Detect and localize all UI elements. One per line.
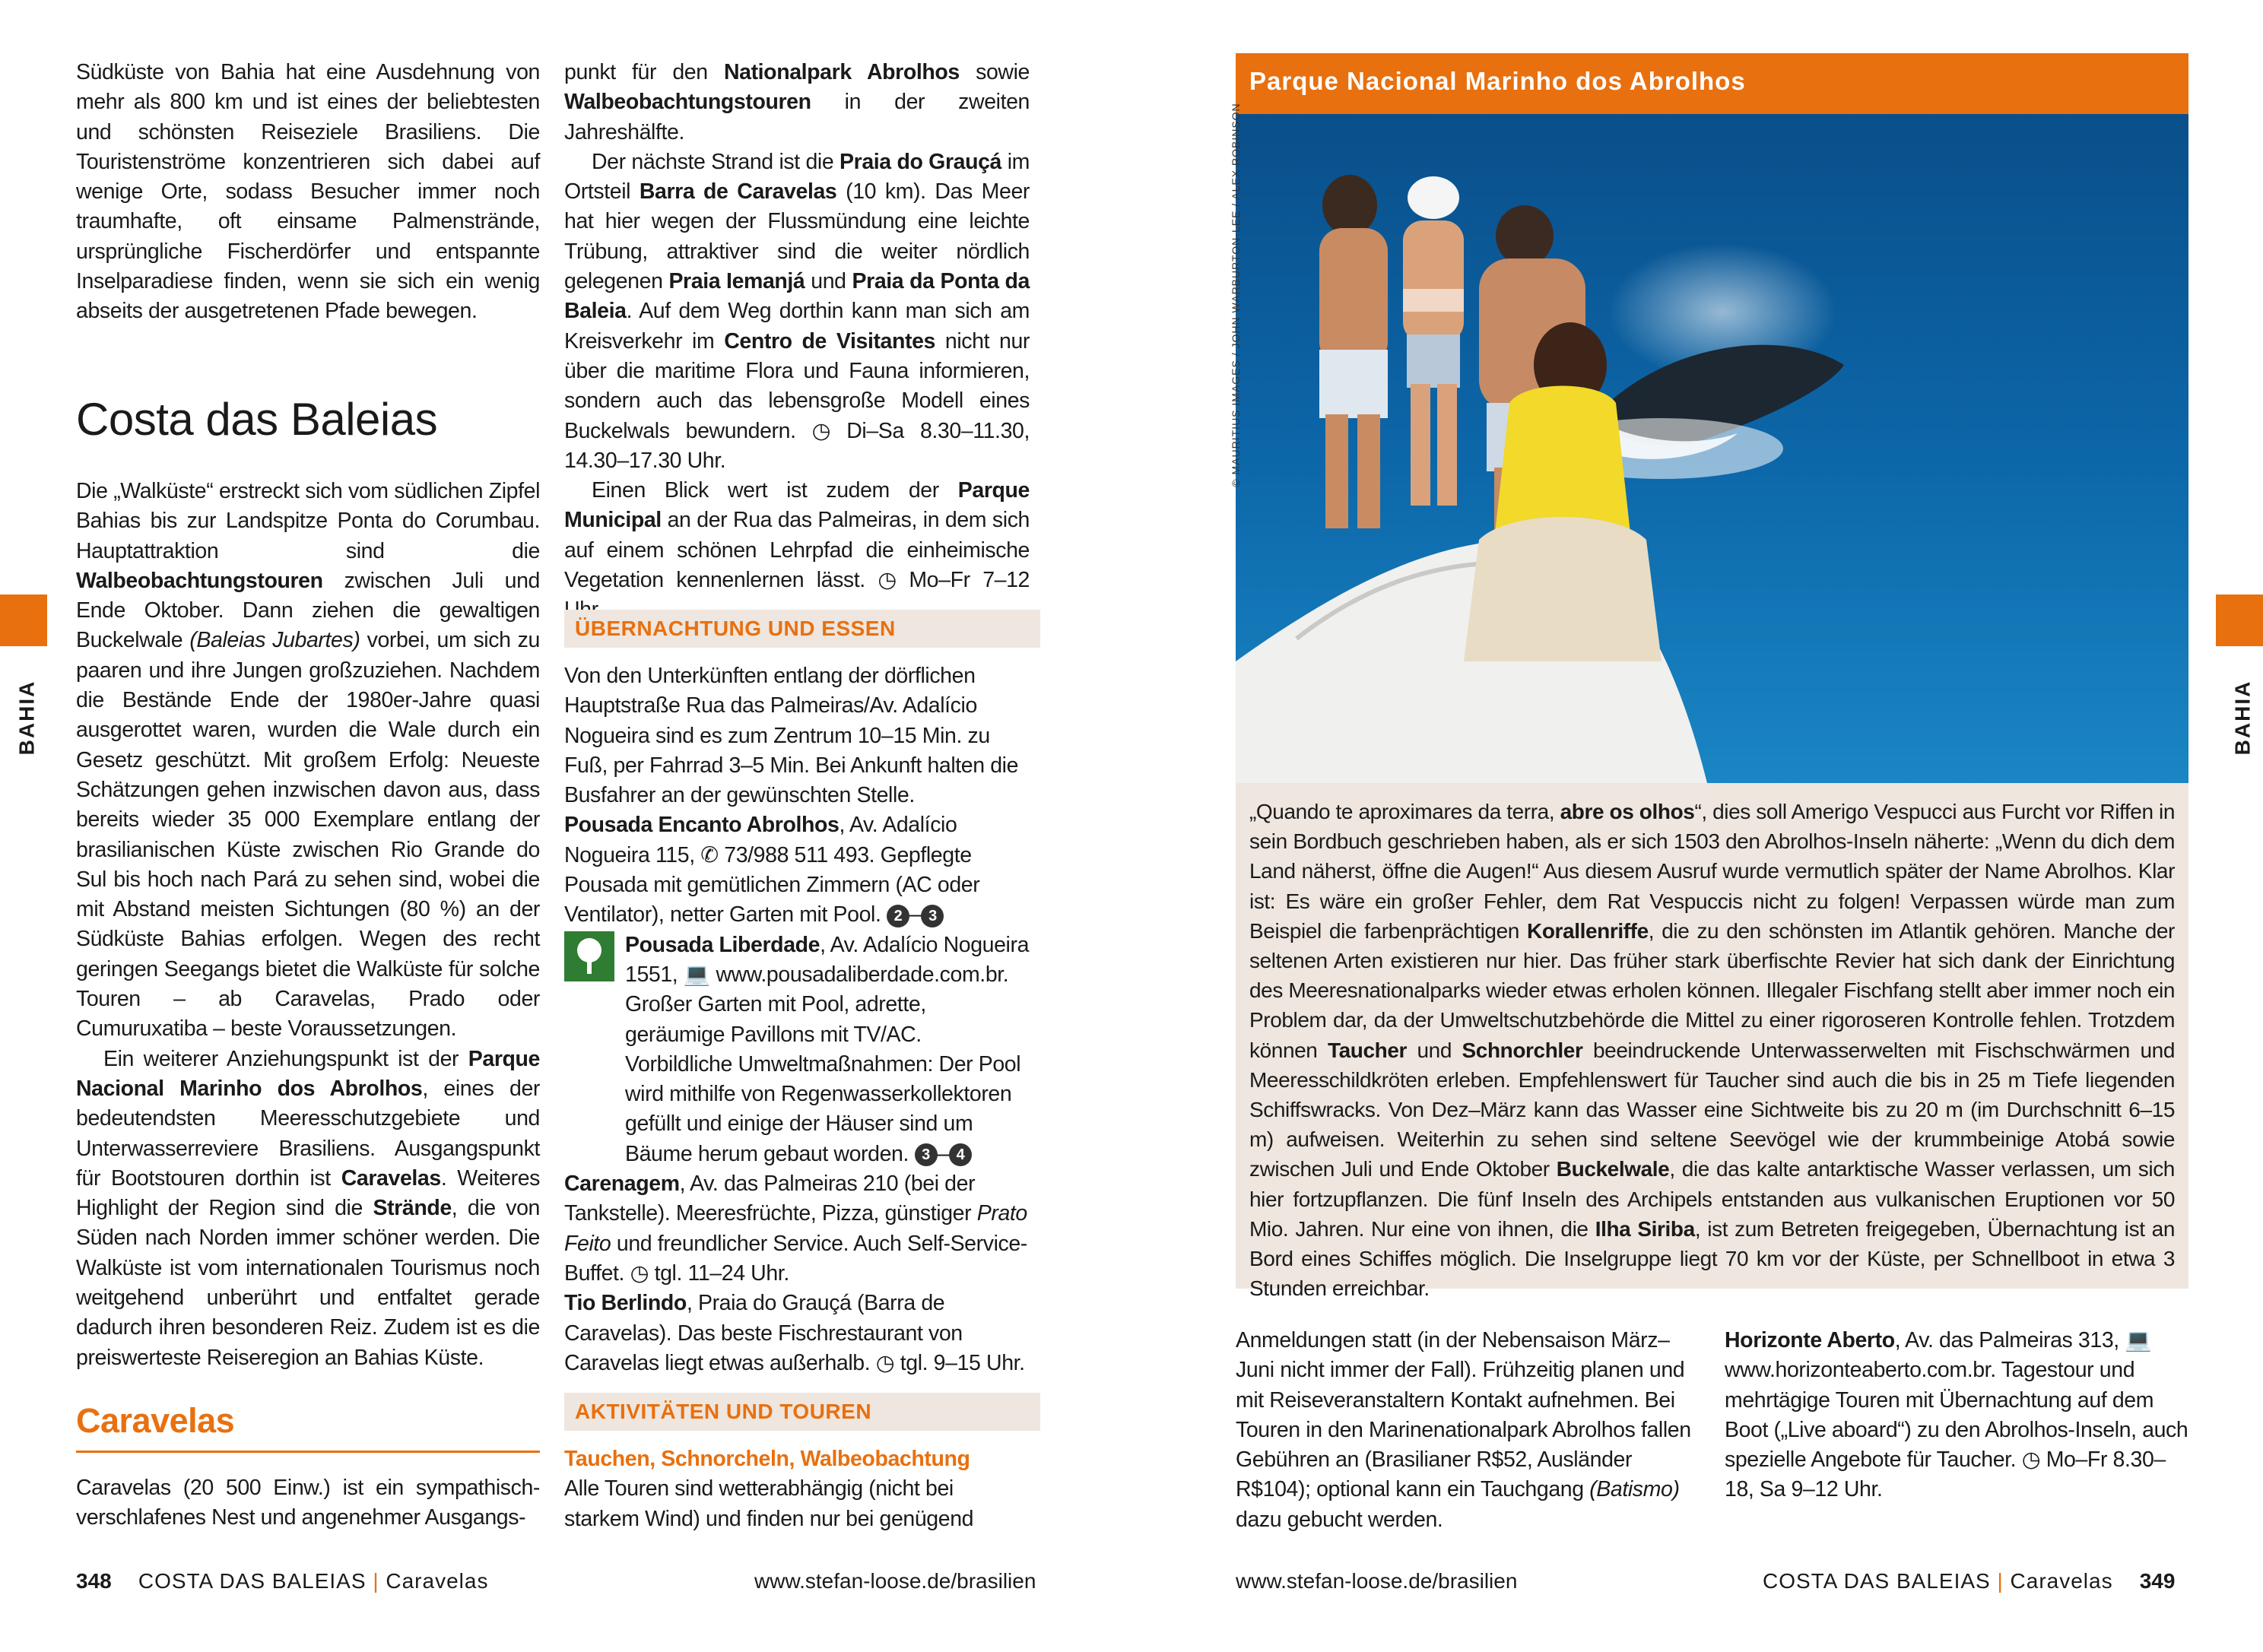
paragraph: Ein weiterer Anziehungspunkt ist der Parque Nacional Marinho dos Abrolhos, eines der bedeutendsten Meeresschutzgebiete und Unterwasserreviere Brasiliens. Ausgangspunkt für Bootstouren dorthin ist Caravelas. Weiteres Highlight der Region sind die Strände, die von Süden nach Norden immer schöner werden. Die Walküste ist vom internationalen Tourismus noch weitgehend unberührt und entfaltet gerade dadurch ihren besonderen Reiz. Zudem ist es die preiswerteste Reiseregion an Bahias Küste. <box>76 1046 541 1370</box>
left-col2-body <box>564 58 1030 626</box>
left-col1-body <box>76 477 540 1373</box>
footer-left <box>76 1568 488 1595</box>
left-col1-intro <box>76 58 540 327</box>
paragraph: Von den Unterkünften entlang der dörflichen Hauptstraße Rua das Palmeiras/Av. Adalício Nogueira sind es zum Zentrum 10–15 Min. zu Fuß, per Fahrrad 3–5 Min. Bei Ankunft halten die Busfahrer an der gewünschten Stelle. <box>564 664 1019 808</box>
listing-horizonte-aberto: Horizonte Aberto, Av. das Palmeiras 313, 💻 www.horizonteaberto.com.br. Tagestour und mehrtägige Touren mit Übernachtung auf dem Boot („Live aboard“) zu den Abrolhos-Inseln, auch spezielle Angebote für Taucher. ◷ Mo–Fr 8.30–18, Sa 9–12 Uhr. <box>1725 1328 2188 1502</box>
eco-tree-icon <box>564 931 614 981</box>
heading-underline <box>76 1451 540 1453</box>
price-rating-icon: 3 <box>921 905 944 927</box>
paragraph: Alle Touren sind wetterabhängig (nicht bei starkem Wind) und finden nur bei genügend <box>564 1476 974 1531</box>
listing-pousada-encanto: Pousada Encanto Abrolhos, Av. Adalício Nogueira 115, ✆ 73/988 511 493. Gepflegte Pousada mit gemütlichen Zimmern (AC oder Ventilator), netter Garten mit Pool. 2 – 3 <box>564 813 980 927</box>
chapter-side-label: BAHIA <box>14 680 39 756</box>
paragraph: Die „Walküste“ erstreckt sich vom südlichen Zipfel Bahias bis zur Landspitze Ponta do Corumbau. Hauptattraktion sind die Walbeobachtungstouren zwischen Juli und Ende Oktober. Dann ziehen die gewaltigen Buckelwale (Baleias Jubartes) vorbei, um sich zu paaren und ihre Jungen großzuziehen. Nachdem die Bestände Ende der 1980er-Jahre quasi ausgerottet waren, wurden die Wale durch ein Gesetz geschützt. Mit großem Erfolg: Neueste Schätzungen gehen inzwischen davon aus, dass bereits wieder 35 000 Exemplare entlang der brasilianischen Küste zwischen Rio Grande do Sul bis hoch nach Pará zu sehen sind, wobei die mit Abstand meisten Sichtungen (80 %) an der Südküste Bahias erfolgen. Wegen des recht geringen Seegangs bietet die Walküste für solche Touren – ab Caravelas, Prado oder Cumuruxatiba – beste Voraussetzungen. <box>76 479 540 1042</box>
footer-section: COSTA DAS BALEIAS <box>1763 1569 1991 1593</box>
photo-illustration <box>1236 114 2188 783</box>
photo-credit: © MAURITIUS IMAGES / JOHN WARBURTON-LEE / ALEX ROBINSON <box>1230 103 1242 487</box>
left-col2-listings <box>564 661 1030 1378</box>
right-col1-body <box>1236 1326 1700 1535</box>
page-number: 348 <box>76 1569 112 1593</box>
chapter-side-label: BAHIA <box>2230 680 2255 756</box>
price-rating-icon: 4 <box>949 1143 972 1166</box>
section-band-aktivitaeten: AKTIVITÄTEN UND TOUREN <box>564 1393 1040 1431</box>
whale-watching-photo <box>1236 114 2188 783</box>
footer-section: COSTA DAS BALEIAS <box>138 1569 367 1593</box>
paragraph: Einen Blick wert ist zudem der Parque Municipal an der Rua das Palmeiras, in dem sich auf einem schönen Lehrpfad die einheimische Vegetation kennenlernen lässt. ◷ Mo–Fr 7–12 <box>564 478 1030 593</box>
paragraph: Anmeldungen statt (in der Nebensaison März–Juni nicht immer der Fall). Frühzeitig planen und mit Reiseveranstaltern Kontakt aufnehmen. Bei Touren in den Marinenationalpark Abrolhos fallen Gebühren an (Brasilianer R$52, Ausländer R$104); optional kann ein Tauchgang (Batismo) dazu gebucht werden. <box>1236 1328 1691 1532</box>
left-col2-activities <box>564 1444 1030 1534</box>
listing-pousada-liberdade: Pousada Liberdade, Av. Adalício Nogueira 1551, 💻 www.pousadaliberdade.com.br. Großer Garten mit Pool, adrette, geräumige Pavillons mit TV/AC. Vorbildliche Umweltmaßnahmen: Der Pool wird mithilfe von Regenwasserkollektoren gefüllt und einige der Häuser sind um Bäume herum gebaut worden. 3 – 4 <box>564 931 1030 1169</box>
footer-right <box>1763 1568 2175 1595</box>
paragraph: punkt für den Nationalpark Abrolhos sowie Walbeobachtungstouren in der zweiten Jahreshälfte. <box>564 60 1030 144</box>
info-box-abrolhos <box>1236 53 2188 1301</box>
price-rating-icon: 2 <box>887 905 909 927</box>
footer-subsection: Caravelas <box>2010 1569 2113 1593</box>
page-number: 349 <box>2139 1569 2176 1593</box>
footer-separator: | <box>1997 1569 2004 1593</box>
section-heading-costa-das-baleias: Costa das Baleias <box>76 394 438 445</box>
listing-tio-berlindo: Tio Berlindo, Praia do Grauçá (Barra de Caravelas). Das beste Fischrestaurant von Caravelas liegt etwas außerhalb. ◷ tgl. 9–15 Uhr. <box>564 1291 1025 1375</box>
section-heading-caravelas: Caravelas <box>76 1401 235 1440</box>
footer-url-left: www.stefan-loose.de/brasilien <box>754 1569 1036 1593</box>
listing-carenagem: Carenagem, Av. das Palmeiras 210 (bei der Tankstelle). Meeresfrüchte, Pizza, günstiger Prato Feito und freundlicher Service. Auch Self-Service-Buffet. ◷ tgl. 11–24 Uhr. <box>564 1172 1027 1286</box>
right-col2-body <box>1725 1326 2188 1505</box>
left-col1-caravelas <box>76 1473 540 1533</box>
chapter-tab <box>0 595 47 646</box>
info-box-text: „Quando te aproximares da terra, abre os olhos“, dies soll Amerigo Vespucci aus Furcht vor Riffen in sein Bordbuch geschrieben haben, als er sich 1503 den Abrolhos-Inseln näherte: „Wenn du dich dem Land näherst, öffne die Augen!“ Aus diesem Ausruf wurde vermutlich später der Name Abrolhos. Klar ist: Es wäre ein großer Fehler, dem Rat Vespuccis nicht zu folgen! Verpassen würde man zum Beispiel die farbenprächtigen Korallenriffe, die zu den schönsten im Atlantik gehören. Manche der seltenen Arten existieren nur hier. Das früher stark überfischte Revier hat sich dank der Einrichtung des Meeresnationalparks wieder etwas erholen können. Illegaler Fischfang stellt aber immer noch ein Problem dar, da der Umweltschutzbehörde die Mittel zu einer rigoroseren Kontrolle fehlen. Trotzdem können Taucher und Schnorchler beeindruckende Unterwasserwelten mit Fischschwärmen und Meeresschildkröten erleben. Empfehlenswert für Taucher sind auch die bis in 25 m Tiefe liegenden Schiffswracks. Von Dez–März kann das Wasser eine Sichtweite bis zu 20 m (im Durchschnitt 6–15 m) aufweisen. Weiterhin zu sehen sind seltene Seevögel wie der krummbeinige Atobá sowie zwischen Juli und Ende Oktober Buckelwale, die das kalte antarktische Wasser verlassen, um sich hier fortzupflanzen. Die fünf Inseln des Archipels entstanden aus vulkanischen Eruptionen vor 50 Mio. Jahren. Nur eine von ihnen, die Ilha Siriba, ist zum Betreten freigegeben, Übernachtung ist an Bord eines Schiffes möglich. Die Inselgruppe liegt 70 km vor der Küste, per Schnellboot in etwa 3 Stunden erreichbar. <box>1249 800 2175 1301</box>
subheading-activities: Tauchen, Schnorcheln, Walbeobachtung <box>564 1447 970 1471</box>
paragraph: Der nächste Strand ist die Praia do Grauçá im Ortsteil Barra de Caravelas (10 km). Das Meer hat hier wegen der Flussmündung eine leichte Trübung, attraktiver sind die weiter nördlich gelegenen Praia Iemanjá und Praia da Ponta da Baleia. Auf dem Weg dorthin kann man sich am Kreisverkehr im Centro de Visitantes nicht nur über die maritime Flora und Fauna informieren, sondern auch das lebensgroße Modell eines Buckelwals bewundern. ◷ Di–Sa 8.30–11.30, 14.30–17.30 Uhr. <box>564 149 1030 473</box>
footer-separator: | <box>373 1569 379 1593</box>
intro-paragraph: Südküste von Bahia hat eine Ausdehnung von mehr als 800 km und ist eines der beliebtesten und schönsten Reiseziele Brasiliens. Die Touristenströme konzentrieren sich dabei auf wenige Orte, sodass Besucher immer noch traumhafte, oft einsame Palmenstrände, ursprüngliche Fischerdörfer und entspannte Inselparadiese finden, wenn sie sich ein wenig abseits der ausgetretenen Pfade bewegen. <box>76 60 540 324</box>
footer-subsection: Caravelas <box>386 1569 489 1593</box>
paragraph: Caravelas (20 500 Einw.) ist ein sympathisch-verschlafenes Nest und angenehmer Ausgangs- <box>76 1476 540 1530</box>
info-box-header <box>1236 53 2188 114</box>
footer-url-right: www.stefan-loose.de/brasilien <box>1236 1569 1518 1593</box>
section-band-uebernachtung: ÜBERNACHTUNG UND ESSEN <box>564 610 1040 648</box>
price-rating-icon: 3 <box>915 1143 938 1166</box>
info-box-title: Parque Nacional Marinho dos Abrolhos <box>1249 67 1746 95</box>
chapter-tab <box>2216 595 2263 646</box>
